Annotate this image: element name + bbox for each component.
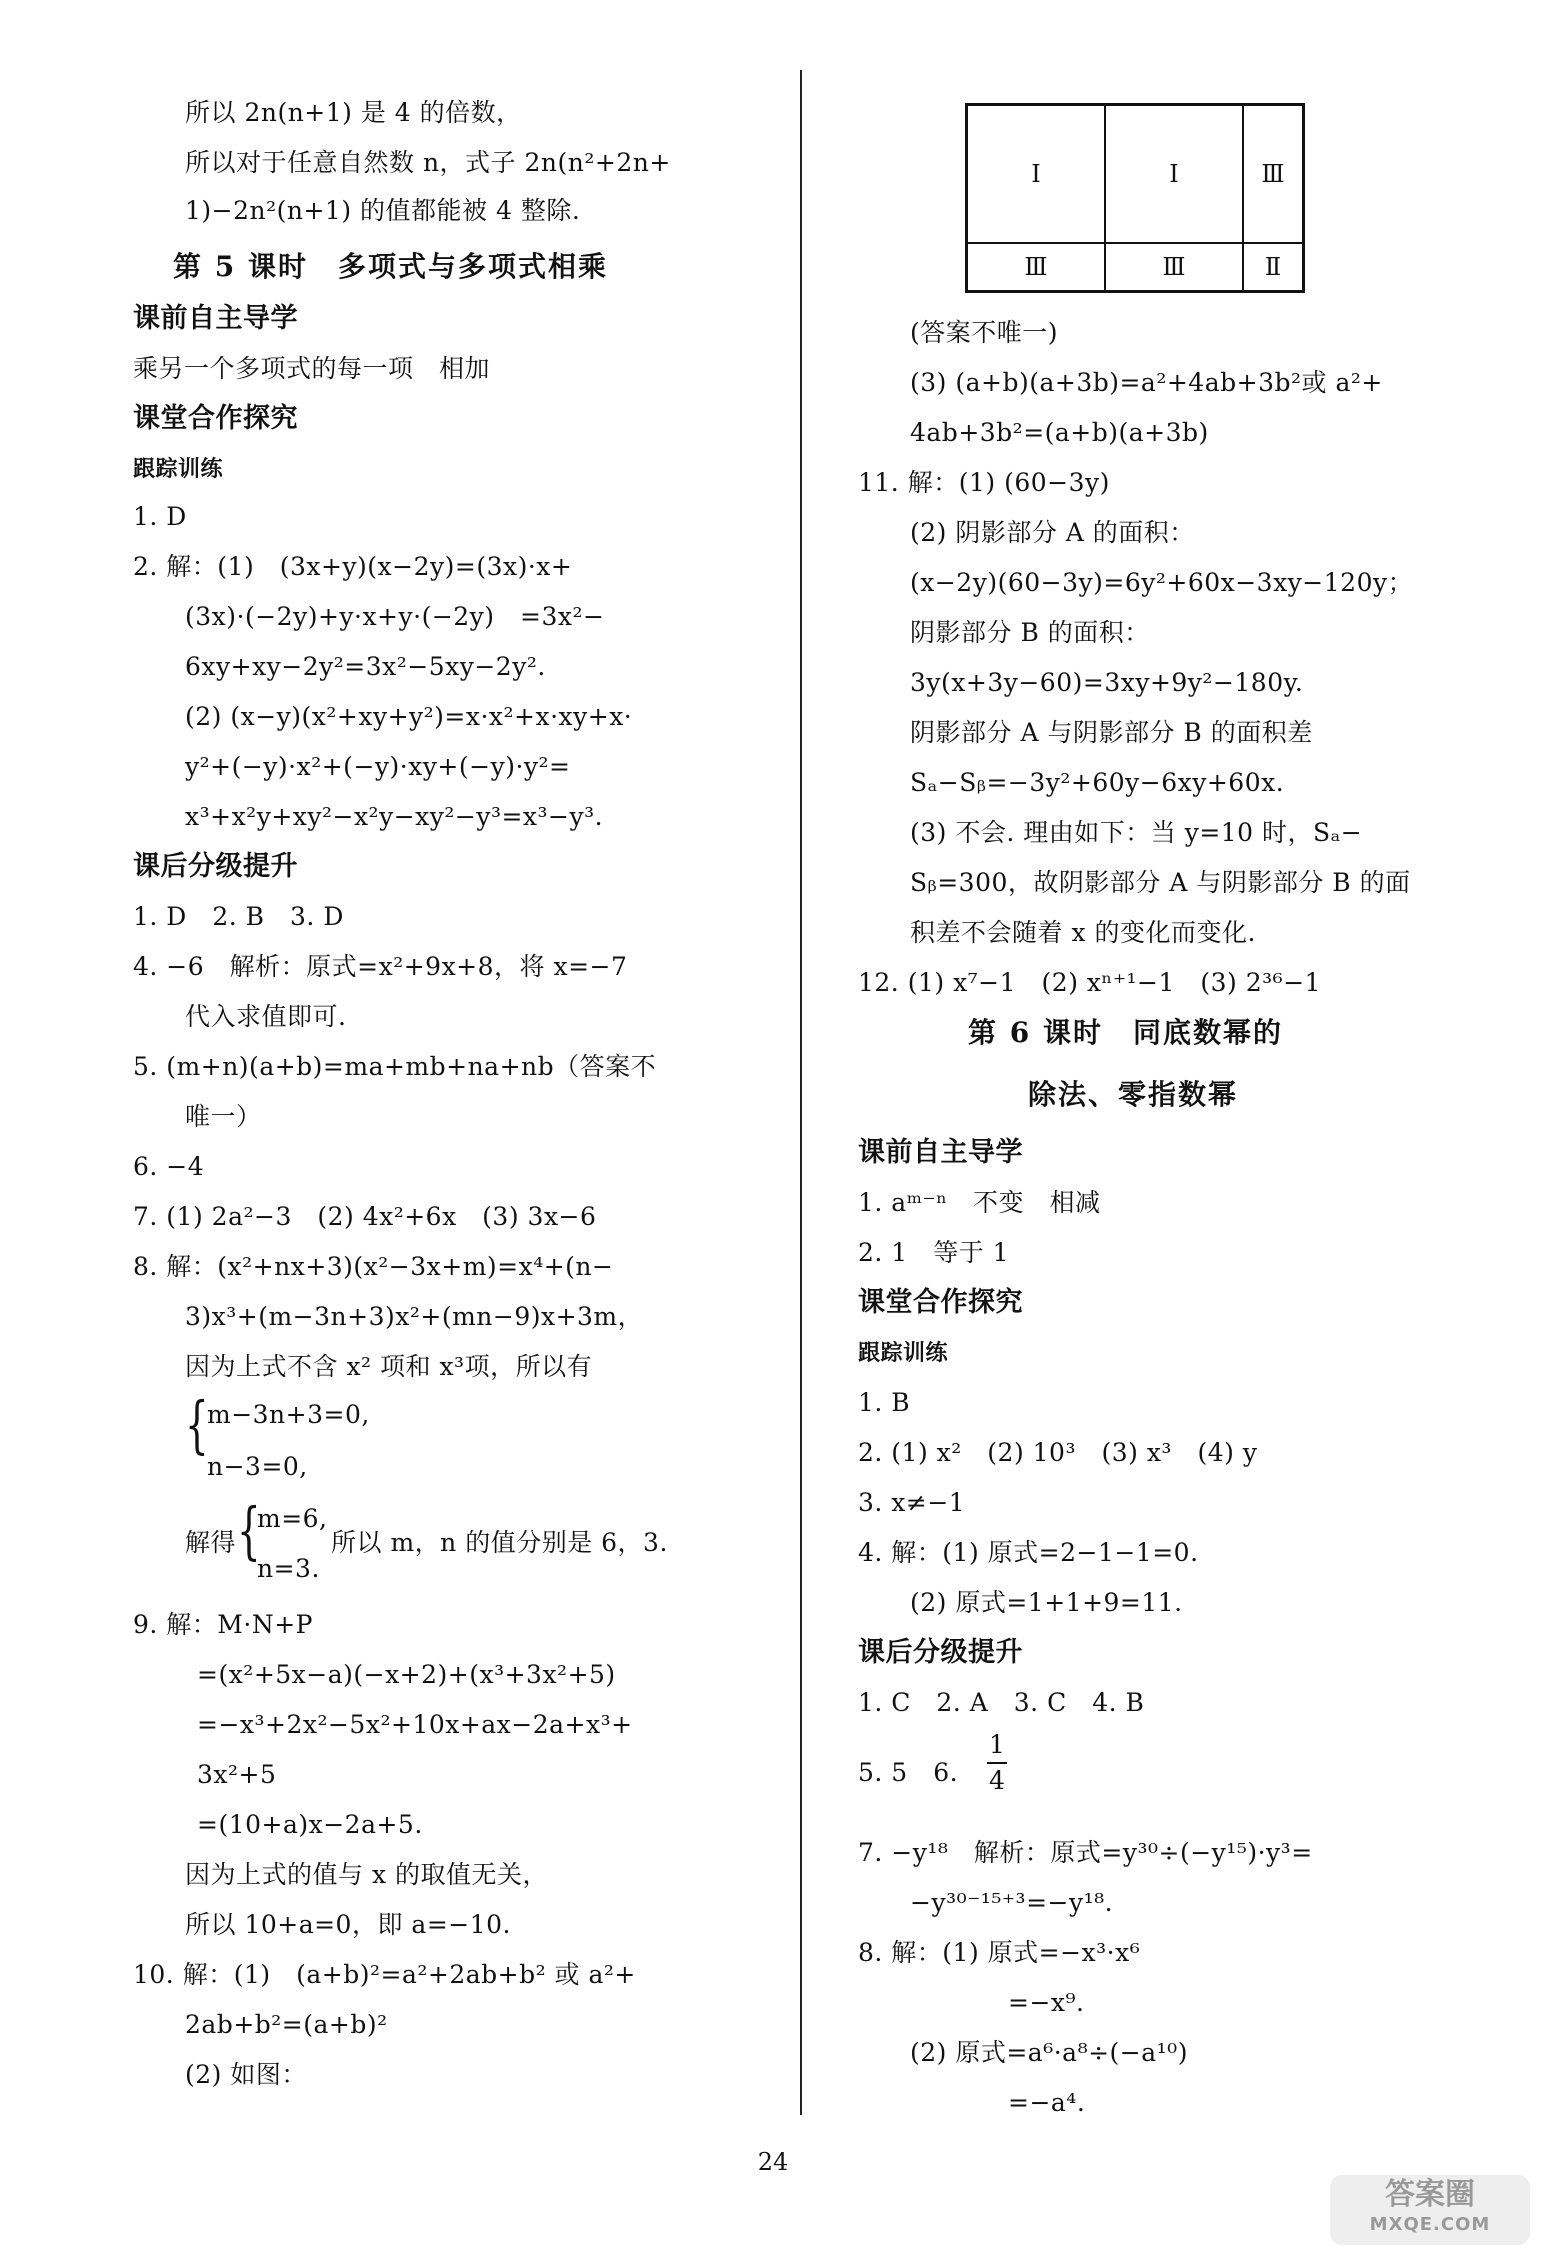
answer-line: 5. 5 6. <box>858 1758 959 1787</box>
answer-line: (x−2y)(60−3y)=6y²+60x−3xy−120y； <box>910 568 1414 597</box>
answer-line: (3) 不会. 理由如下：当 y=10 时，Sₐ− <box>910 818 1363 847</box>
answer-line: x³+x²y+xy²−x²y−xy²−y³=x³−y³. <box>185 802 604 831</box>
answer-line: 7. −y¹⁸ 解析：原式=y³⁰÷(−y¹⁵)·y³= <box>858 1838 1313 1867</box>
fraction-one-quarter <box>982 1730 1012 1796</box>
area-model-diagram <box>965 103 1305 293</box>
answer-line: 2ab+b²=(a+b)² <box>185 2010 388 2039</box>
answer-line: 1. C 2. A 3. C 4. B <box>858 1688 1145 1717</box>
text-line: 1)−2n²(n+1) 的值都能被 4 整除. <box>185 196 581 225</box>
grid-cell: Ⅰ <box>968 106 1106 244</box>
answer-line: (2) 阴影部分 A 的面积： <box>910 518 1195 547</box>
answer-line: 代入求值即可. <box>185 1002 347 1031</box>
answer-line: =−x³+2x²−5x²+10x+ax−2a+x³+ <box>197 1710 633 1739</box>
grid-cell: Ⅲ <box>968 244 1106 290</box>
answer-line: 7. (1) 2a²−3 (2) 4x²+6x (3) 3x−6 <box>133 1202 597 1231</box>
lesson-6-title-line2: 除法、零指数幂 <box>1028 1078 1239 1111</box>
answer-line: 解得 <box>185 1528 237 1557</box>
grid-cell: Ⅰ <box>1106 106 1244 244</box>
watermark-url: MXQE.COM <box>1369 2214 1491 2235</box>
answer-line: (2) 如图： <box>185 2060 307 2089</box>
answer-line: Sᵦ=300，故阴影部分 A 与阴影部分 B 的面 <box>910 868 1411 897</box>
section-heading-pre-study: 课前自主导学 <box>858 1137 1023 1168</box>
answer-line: 8. 解：(x²+nx+3)(x²−3x+m)=x⁴+(n− <box>133 1252 614 1281</box>
text-line: 所以 2n(n+1) 是 4 的倍数， <box>185 98 522 127</box>
grid-cell: Ⅲ <box>1106 244 1244 290</box>
answer-line: 2. (1) x² (2) 10³ (3) x³ (4) y <box>858 1438 1258 1467</box>
answer-line: 1. aᵐ⁻ⁿ 不变 相减 <box>858 1188 1101 1217</box>
answer-line: 9. 解：M·N+P <box>133 1610 313 1639</box>
answer-line: 3)x³+(m−3n+3)x²+(mn−9)x+3m， <box>185 1302 644 1331</box>
page-number: 24 <box>757 2148 789 2176</box>
fraction-denominator: 4 <box>989 1766 1005 1795</box>
section-heading-class: 课堂合作探究 <box>858 1287 1023 1318</box>
answer-line: 1. D 2. B 3. D <box>133 902 344 931</box>
text-line: 乘另一个多项式的每一项 相加 <box>133 354 491 383</box>
watermark-text: 答案圈 <box>1385 2177 1475 2212</box>
equation-line: m−3n+3=0, <box>207 1400 370 1429</box>
equation-line: n=3. <box>257 1554 320 1583</box>
answer-line: (2) 原式=a⁶·a⁸÷(−a¹⁰) <box>910 2038 1188 2067</box>
answer-line: (2) (x−y)(x²+xy+y²)=x·x²+x·xy+x· <box>185 702 633 731</box>
answer-line: (3x)·(−2y)+y·x+y·(−2y) =3x²− <box>185 602 605 631</box>
text-line: (答案不唯一) <box>910 318 1059 347</box>
text-line: (3) (a+b)(a+3b)=a²+4ab+3b²或 a²+ <box>910 368 1383 397</box>
answer-line: =(x²+5x−a)(−x+2)+(x³+3x²+5) <box>197 1660 616 1689</box>
answer-line: 6. −4 <box>133 1152 205 1181</box>
answer-line: =−x⁹. <box>1008 1988 1085 2017</box>
lesson-6-title: 第 6 课时 同底数幂的 <box>968 1016 1283 1049</box>
answer-line: 3. x≠−1 <box>858 1488 966 1517</box>
answer-line: 6xy+xy−2y²=3x²−5xy−2y². <box>185 652 546 681</box>
answer-line: 4. 解：(1) 原式=2−1−1=0. <box>858 1538 1199 1567</box>
answer-line: 2. 解：(1) (3x+y)(x−2y)=(3x)·x+ <box>133 552 573 581</box>
answer-line: 3y(x+3y−60)=3xy+9y²−180y. <box>910 668 1304 697</box>
section-heading-pre-study: 课前自主导学 <box>133 303 298 334</box>
fraction-bar <box>987 1762 1007 1764</box>
answer-line: 4. −6 解析：原式=x²+9x+8，将 x=−7 <box>133 952 628 981</box>
subheading-tracking: 跟踪训练 <box>133 456 224 482</box>
answer-line: 12. (1) x⁷−1 (2) xⁿ⁺¹−1 (3) 2³⁶−1 <box>858 968 1322 997</box>
answer-line: 1. B <box>858 1388 911 1417</box>
answer-line: 11. 解：(1) (60−3y) <box>858 468 1110 497</box>
answer-line: 唯一） <box>185 1102 262 1131</box>
answer-line: 10. 解：(1) (a+b)²=a²+2ab+b² 或 a²+ <box>133 1960 636 1989</box>
answer-line: 5. (m+n)(a+b)=ma+mb+na+nb（答案不 <box>133 1052 657 1081</box>
answer-line: y²+(−y)·x²+(−y)·xy+(−y)·y²= <box>185 752 571 781</box>
answer-line: −y³⁰⁻¹⁵⁺³=−y¹⁸. <box>910 1888 1114 1917</box>
fraction-numerator: 1 <box>989 1730 1005 1759</box>
lesson-5-title: 第 5 课时 多项式与多项式相乘 <box>173 250 608 283</box>
answer-line: 2. 1 等于 1 <box>858 1238 1010 1267</box>
grid-cell: Ⅱ <box>1264 253 1282 281</box>
section-heading-after-class: 课后分级提升 <box>858 1637 1023 1668</box>
watermark-logo <box>1330 2175 1530 2245</box>
section-heading-after-class: 课后分级提升 <box>133 851 298 882</box>
equation-line: n−3=0, <box>207 1452 308 1481</box>
answer-line: 8. 解：(1) 原式=−x³·x⁶ <box>858 1938 1141 1967</box>
answer-line: 阴影部分 B 的面积： <box>910 618 1150 647</box>
text-line: 4ab+3b²=(a+b)(a+3b) <box>910 418 1209 447</box>
subheading-tracking: 跟踪训练 <box>858 1340 949 1366</box>
answer-line: 积差不会随着 x 的变化而变化. <box>910 918 1256 947</box>
equation-line: m=6, <box>257 1504 328 1533</box>
answer-line: 3x²+5 <box>197 1760 277 1789</box>
answer-line: =−a⁴. <box>1008 2088 1086 2117</box>
section-heading-class: 课堂合作探究 <box>133 403 298 434</box>
answer-line: 阴影部分 A 与阴影部分 B 的面积差 <box>910 718 1313 747</box>
column-divider <box>800 70 802 2115</box>
text-line: 所以对于任意自然数 n，式子 2n(n²+2n+ <box>185 148 671 177</box>
answer-line: 所以 m，n 的值分别是 6，3. <box>331 1528 668 1557</box>
answer-line: 所以 10+a=0，即 a=−10. <box>185 1910 511 1939</box>
answer-line: Sₐ−Sᵦ=−3y²+60y−6xy+60x. <box>910 768 1285 797</box>
answer-line: (2) 原式=1+1+9=11. <box>910 1588 1183 1617</box>
solution-brace: { <box>237 1494 261 1567</box>
answer-line: 因为上式不含 x² 项和 x³项，所以有 <box>185 1352 593 1381</box>
grid-cell: Ⅲ <box>1244 106 1302 244</box>
answer-line: 1. D <box>133 502 187 531</box>
answer-line: 因为上式的值与 x 的取值无关， <box>185 1860 548 1889</box>
equation-system-brace: { <box>185 1388 209 1461</box>
answer-line: =(10+a)x−2a+5. <box>197 1810 423 1839</box>
